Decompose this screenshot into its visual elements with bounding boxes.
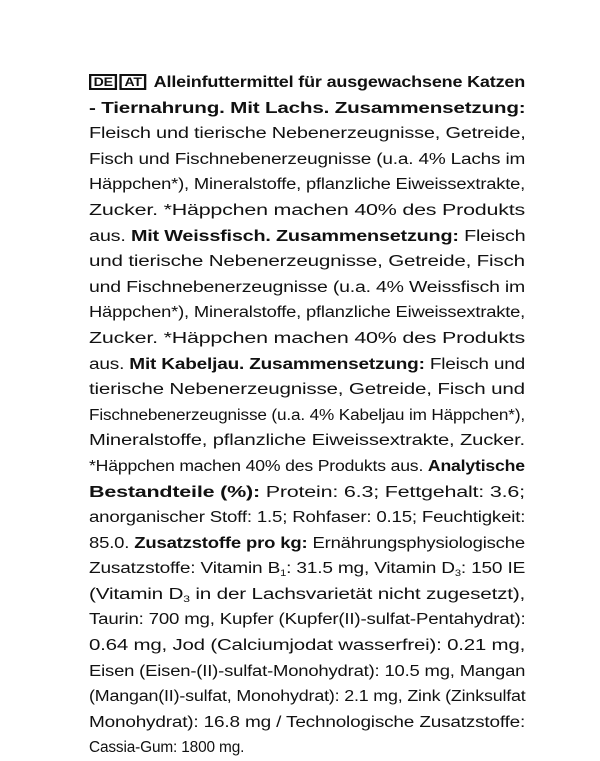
bold-heading-text: Mit Weissfisch. Zusammensetzung: <box>130 227 459 245</box>
label-line <box>89 659 525 685</box>
body-text: Häppchen*), Mineralstoffe, pflanzliche Eiweissextrakte, <box>89 176 526 194</box>
label-line <box>89 121 525 147</box>
label-line <box>89 96 525 122</box>
label-line <box>89 607 525 633</box>
body-text: *Häppchen machen 40% des Produkts aus. <box>89 457 428 475</box>
body-text: in der Lachsvarietät nicht zugesetzt), <box>189 585 526 603</box>
bold-heading-text: Analytische <box>427 457 525 475</box>
body-text: Mineralstoffe, pflanzliche Eiweissextrakte, Zucker. <box>89 432 525 450</box>
label-line <box>89 505 525 531</box>
body-text: 0.64 mg, Jod (Calciumjodat wasserfrei): 0.21 mg, <box>89 637 526 655</box>
label-line <box>89 633 525 659</box>
label-line <box>89 275 525 301</box>
bold-heading-text: Bestandteile (%): <box>89 483 260 501</box>
body-text: (Vitamin D <box>89 585 184 603</box>
label-line <box>89 198 525 224</box>
body-text: Fischnebenerzeugnisse (u.a. 4% Kabeljau im Häppchen*), <box>89 406 525 424</box>
body-text: Cassia-Gum: 1800 mg. <box>89 739 245 757</box>
label-line <box>89 531 525 557</box>
country-badge-at: AT <box>120 74 147 90</box>
bold-heading-text: Zusatzstoffe pro kg: <box>134 534 308 552</box>
body-text: Fisch und Fischnebenerzeugnisse (u.a. 4% Lachs im <box>89 150 526 168</box>
body-text: 85.0. <box>89 534 135 552</box>
body-text: Zusatzstoffe: Vitamin B <box>89 560 281 578</box>
label-line <box>89 377 525 403</box>
label-line <box>89 582 525 608</box>
body-text: Ernährungsphysiologische <box>307 534 525 552</box>
body-text: anorganischer Stoff: 1.5; Rohfaser: 0.15; Feuchtigkeit: <box>89 509 526 527</box>
body-text: aus. <box>89 355 130 373</box>
body-text: : 150 IE <box>460 560 526 578</box>
ingredient-label <box>89 70 525 761</box>
body-text: Häppchen*), Mineralstoffe, pflanzliche Eiweissextrakte, <box>89 304 526 322</box>
label-line <box>89 352 525 378</box>
body-text: und Fischnebenerzeugnisse (u.a. 4% Weissfisch im <box>89 278 526 296</box>
body-text: : 31.5 mg, Vitamin D <box>286 560 455 578</box>
body-text: Fleisch und tierische Nebenerzeugnisse, Getreide, <box>89 125 526 143</box>
body-text: Protein: 6.3; Fettgehalt: 3.6; <box>259 483 525 501</box>
body-text: (Mangan(II)-sulfat, Monohydrat): 2.1 mg, Zink (Zinksulfat <box>89 688 526 706</box>
body-text: Zucker. *Häppchen machen 40% des Produkts <box>89 329 526 347</box>
body-text: Fleisch und <box>424 355 525 373</box>
label-line <box>89 735 244 761</box>
label-line <box>89 300 525 326</box>
label-line <box>89 326 525 352</box>
body-text: Monohydrat): 16.8 mg / Technologische Zusatzstoffe: <box>89 713 526 731</box>
label-line <box>89 403 525 429</box>
body-text: Taurin: 700 mg, Kupfer (Kupfer(II)-sulfat-Pentahydrat): <box>89 611 526 629</box>
label-line <box>89 172 525 198</box>
bold-heading-text: Mit Kabeljau. Zusammensetzung: <box>129 355 425 373</box>
label-line <box>89 428 525 454</box>
label-line <box>89 70 525 96</box>
label-line <box>89 224 525 250</box>
body-text: Zucker. *Häppchen machen 40% des Produkts <box>89 201 526 219</box>
label-line <box>89 480 525 506</box>
body-text: 3 <box>454 568 461 579</box>
body-text: tierische Nebenerzeugnisse, Getreide, Fisch und <box>89 381 525 399</box>
label-line <box>89 710 525 736</box>
label-line <box>89 684 525 710</box>
label-line <box>89 454 525 480</box>
body-text: 1 <box>280 568 287 579</box>
label-line <box>89 556 525 582</box>
bold-heading-text: - Tiernahrung. Mit Lachs. Zusammensetzung: <box>89 99 526 117</box>
body-text: Eisen (Eisen-(II)-sulfat-Monohydrat): 10.5 mg, Mangan <box>89 662 526 680</box>
bold-heading-text: Alleinfuttermittel für ausgewachsene Katzen <box>153 74 526 91</box>
label-line <box>89 147 525 173</box>
country-badge-de: DE <box>89 74 117 90</box>
label-line <box>89 249 525 275</box>
body-text: Fleisch <box>458 227 526 245</box>
body-text: und tierische Nebenerzeugnisse, Getreide, Fisch <box>89 253 525 271</box>
body-text: aus. <box>89 227 131 245</box>
body-text: 3 <box>183 593 190 604</box>
